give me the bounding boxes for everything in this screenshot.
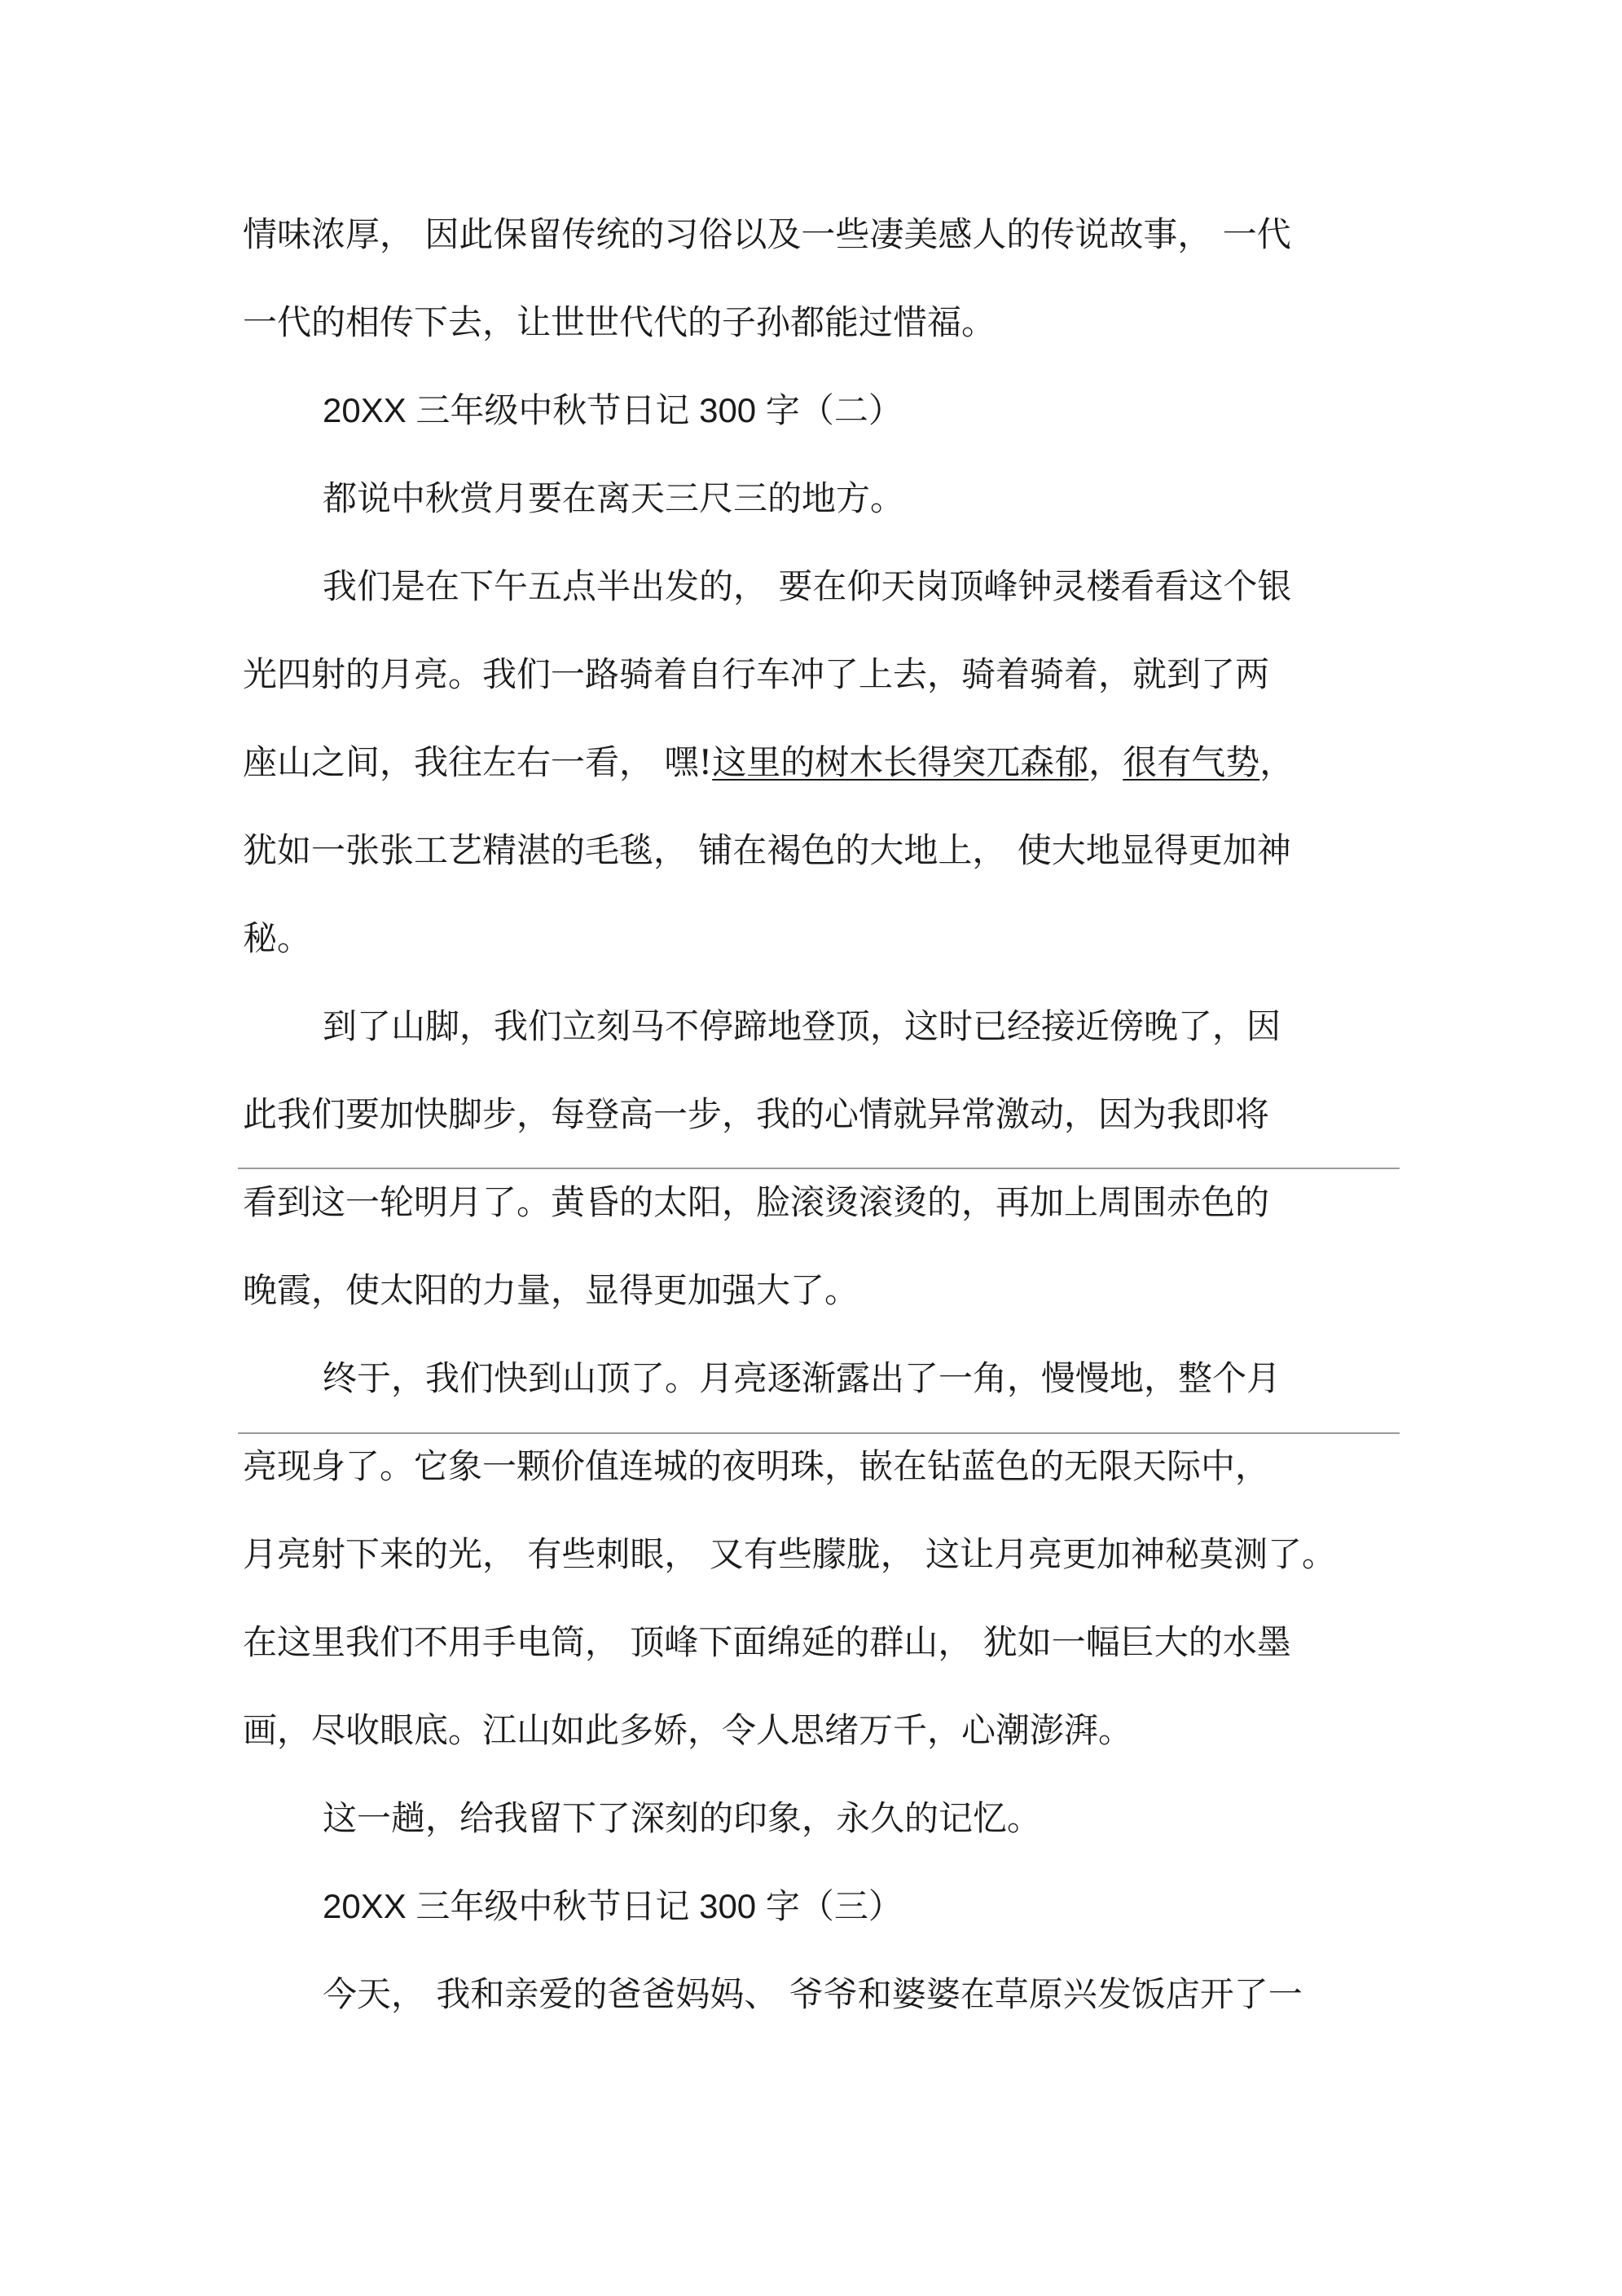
text-line: 光四射的月亮。我们一路骑着自行车冲了上去，骑着骑着，就到了两 (243, 654, 1270, 694)
text-line (243, 738, 1294, 787)
text-line: 这一趟，给我留下了深刻的印象，永久的记忆。 (323, 1798, 1042, 1838)
text-line: 我们是在下午五点半出发的， 要在仰天岗顶峰钟灵楼看看这个银 (323, 566, 1292, 606)
text-line: 今天， 我和亲爱的爸爸妈妈、 爷爷和婆婆在草原兴发饭店开了一 (323, 1974, 1303, 2014)
text-line: 晚霞，使太阳的力量，显得更加强大了。 (243, 1270, 859, 1310)
underlined-text: 很有气势 (1123, 742, 1260, 782)
text-line: 秘。 (243, 918, 312, 958)
text-span: ， (1088, 742, 1123, 782)
section-heading-3: 20XX 三年级中秋节日记 300 字（三） (323, 1887, 903, 1925)
text-line: 画，尽收眼底。江山如此多娇，令人思绪万千，心潮澎湃。 (243, 1710, 1133, 1750)
text-line: 终于，我们快到山顶了。月亮逐渐露出了一角，慢慢地，整个月 (323, 1358, 1281, 1398)
section-heading-2: 20XX 三年级中秋节日记 300 字（二） (323, 391, 903, 429)
text-line: 一代的相传下去，让世世代代的子孙都能过惜福。 (243, 302, 996, 342)
text-span: ， (1259, 742, 1295, 782)
divider-line (238, 1168, 1400, 1169)
text-line: 在这里我们不用手电筒， 顶峰下面绵延的群山， 犹如一幅巨大的水墨 (243, 1622, 1291, 1662)
text-line: 犹如一张张工艺精湛的毛毯， 铺在褐色的大地上， 使大地显得更加神 (243, 830, 1291, 870)
text-line: 此我们要加快脚步，每登高一步，我的心情就异常激动，因为我即将 (243, 1094, 1270, 1134)
divider-line (238, 1432, 1400, 1434)
text-line: 都说中秋赏月要在离天三尺三的地方。 (323, 478, 905, 518)
text-line: 看到这一轮明月了。黄昏的太阳，脸滚烫滚烫的，再加上周围赤色的 (243, 1182, 1270, 1222)
text-line: 情味浓厚， 因此保留传统的习俗以及一些凄美感人的传说故事， 一代 (243, 214, 1291, 254)
text-line: 到了山脚，我们立刻马不停蹄地登顶，这时已经接近傍晚了，因 (323, 1006, 1281, 1046)
text-line: 月亮射下来的光， 有些刺眼， 又有些朦胧， 这让月亮更加神秘莫测了。 (243, 1534, 1337, 1574)
underlined-text: 这里的树木长得突兀森郁 (712, 742, 1089, 782)
text-line: 亮现身了。它象一颗价值连城的夜明珠，嵌在钻蓝色的无限天际中， (243, 1446, 1270, 1486)
text-span: 座山之间，我往左右一看， 嘿! (243, 742, 713, 782)
